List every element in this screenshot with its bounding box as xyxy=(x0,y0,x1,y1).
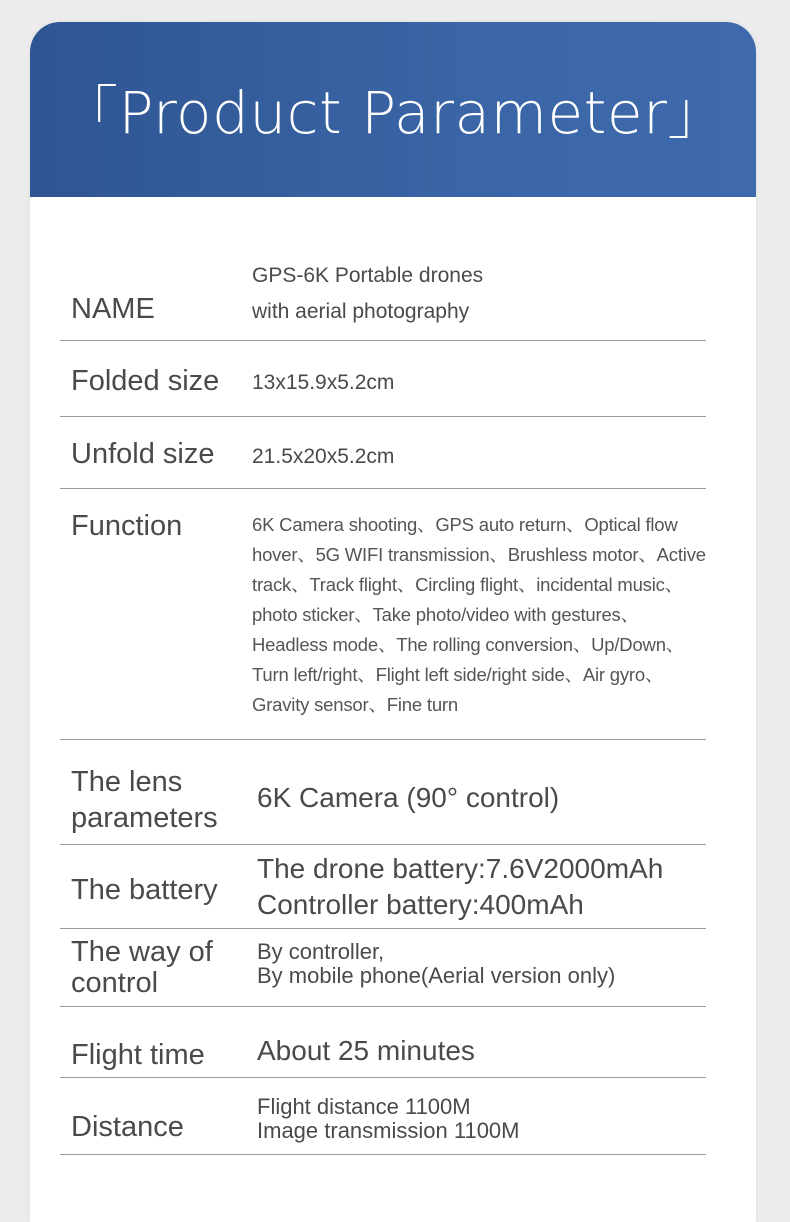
row-folded-size xyxy=(60,341,706,417)
row-label: The lens parameters xyxy=(71,766,218,834)
row-label: Flight time xyxy=(71,1039,205,1071)
row-unfold-size xyxy=(60,417,706,489)
row-control xyxy=(60,929,706,1007)
row-label: NAME xyxy=(71,293,155,325)
row-label: Function xyxy=(71,510,183,542)
row-label: Distance xyxy=(71,1111,184,1143)
row-value: Flight distance 1100M Image transmission 1100M xyxy=(257,1094,520,1143)
row-value: 21.5x20x5.2cm xyxy=(252,445,395,468)
row-label: Unfold size xyxy=(71,438,215,470)
row-value: 6K Camera shooting、GPS auto return、Optical flow hover、5G WIFI transmission、Brushless motor、Active track、Track flight、Circling flight、incidental music、 photo sticker、Take photo/video with gestures、 Headless mode、The rolling conversion、Up/Down、 Turn left/right、Flight left side/right side、Air gyro、 Gravity sensor、Fine turn xyxy=(252,514,706,715)
row-value: The drone battery:7.6V2000mAh Controller battery:400mAh xyxy=(257,853,664,920)
row-value: 13x15.9x5.2cm xyxy=(252,371,395,394)
row-label: The way of control xyxy=(71,936,213,999)
row-distance xyxy=(60,1078,706,1155)
row-lens-parameters xyxy=(60,740,706,845)
row-name xyxy=(60,247,706,341)
row-label: Folded size xyxy=(71,365,220,397)
parameter-card xyxy=(30,22,756,1222)
row-value: By controller, By mobile phone(Aerial version only) xyxy=(257,939,616,988)
row-divider xyxy=(60,1154,706,1155)
page-title: 「Product Parameter」 xyxy=(60,79,726,147)
row-value: About 25 minutes xyxy=(257,1035,475,1066)
header-banner xyxy=(30,22,756,197)
row-value: 6K Camera (90° control) xyxy=(257,782,560,813)
row-battery xyxy=(60,845,706,929)
row-flight-time xyxy=(60,1007,706,1078)
row-function xyxy=(60,489,706,740)
row-label: The battery xyxy=(71,874,218,906)
row-value: GPS-6K Portable drones with aerial photography xyxy=(252,264,484,323)
